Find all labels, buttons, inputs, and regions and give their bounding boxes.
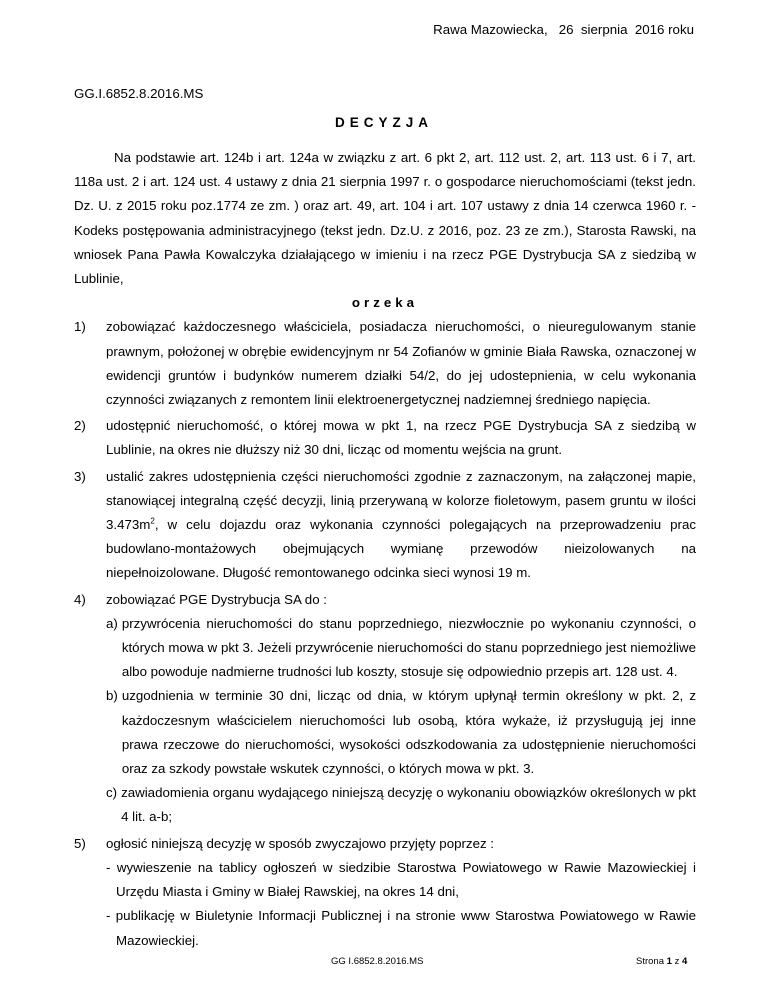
sub-item xyxy=(106,612,696,685)
document-body xyxy=(74,146,696,955)
sub-item-text: zawiadomienia organu wydającego niniejszą decyzję o wykonaniu obowiązków określonych w pkt 4 lit. a-b; xyxy=(121,785,696,825)
page-current: 1 xyxy=(666,956,672,967)
sub-item-label: a) xyxy=(106,615,118,631)
sub-item-label: c) xyxy=(106,785,118,801)
legal-basis-paragraph: Na podstawie art. 124b i art. 124a w związku z art. 6 pkt 2, art. 112 ust. 2, art. 113 ust. 6 i 7, art. 118a ust. 2 i art. 124 ust. 4 ustawy z dnia 21 sierpnia 1997 r. o gospodarce nieruchomościami (tekst jedn. Dz. U. z 2015 roku poz.1774 ze zm. ) oraz art. 49, art. 104 i art. 107 ustawy z dnia 14 czerwca 1960 r. - Kodeks postępowania administracyjnego (tekst jedn. Dz.U. z 2016, poz. 23 ze zm.), Starosta Rawski, na wniosek Pana Pawła Kowalczyka działającego w imieniu i na rzecz PGE Dystrybucja SA z siedzibą w Lublinie, xyxy=(74,150,696,287)
item-content xyxy=(106,832,696,953)
sub-item xyxy=(106,684,696,781)
page-number xyxy=(636,956,687,967)
item-text-part: , w celu dojazdu oraz wykonania czynności polegających na przeprowadzeniu prac budowlano-montażowych obejmujących wymianę przewodów nieizolowanych na niepełnoizolowane. Długość remontowanego odcinka sieci wynosi 19 m. xyxy=(106,517,696,581)
item-text-part: ustalić zakres udostępnienia części nieruchomości zgodnie z zaznaczonym, na załączonej mapie, stanowiącej integralną część decyzji, linią przerywaną w kolorze fioletowym, pasem gruntu w ilości 3.473m xyxy=(106,468,696,533)
place-date: Rawa Mazowiecka, 26 sierpnia 2016 roku xyxy=(433,22,694,37)
item-text xyxy=(106,465,696,586)
dash-item: - publikację w Biuletynie Informacji Publicznej i na stronie www Starostwa Powiatowego w Rawie Mazowieckiej. xyxy=(106,908,696,948)
item-number: 4) xyxy=(74,591,86,607)
item-number: 5) xyxy=(74,835,86,851)
list-item xyxy=(74,414,696,462)
sub-item xyxy=(106,781,696,829)
sub-item-text: uzgodnienia w terminie 30 dni, licząc od dnia, w którym upłynął termin określony w pkt. 2, z każdoczesnym właścicielem nieruchomości lub osobą, która wykaże, iż przysługują jej inne prawa rzeczowe do nieruchomości, wysokości odszkodowania za udostępnienie nieruchomości oraz za szkody powstałe wskutek czynności, o których mowa w pkt. 3. xyxy=(121,688,696,777)
item-text: udostępnić nieruchomość, o której mowa w pkt 1, na rzecz PGE Dystrybucja SA z siedzibą w Lublinie, na okres nie dłuższy niż 30 dni, licząc od momentu wejścia na grunt. xyxy=(106,418,696,458)
orzeka-heading: orzeka xyxy=(351,295,419,311)
sub-item-text: przywrócenia nieruchomości do stanu poprzedniego, niezwłocznie po wykonaniu czynności, o których mowa w pkt 3. Jeżeli przywrócenie nieruchomości do stanu poprzedniego jest niemożliwe albo powoduje nadmierne trudności lub koszty, stosuje się odpowiednio przepis art. 128 ust. 4. xyxy=(121,615,696,680)
page-word: Strona xyxy=(636,956,664,967)
list-item xyxy=(74,465,696,586)
case-reference: GG.I.6852.8.2016.MS xyxy=(74,86,204,101)
item-number: 3) xyxy=(74,468,86,484)
item-number: 1) xyxy=(74,319,86,335)
list-item xyxy=(74,832,696,953)
dash-item: - wywieszenie na tablicy ogłoszeń w siedzibie Starostwa Powiatowego w Rawie Mazowieckiej i Urzędu Miasta i Gminy w Białej Rawskiej, na okres 14 dni, xyxy=(106,859,696,900)
footer-reference: GG I.6852.8.2016.MS xyxy=(331,956,424,967)
item-text: zobowiązać PGE Dystrybucja SA do : xyxy=(106,591,327,607)
document-title: DECYZJA xyxy=(334,115,433,130)
superscript: 2 xyxy=(150,516,155,526)
item-content xyxy=(106,588,696,830)
page-of: z xyxy=(674,956,680,967)
item-number: 2) xyxy=(74,418,86,434)
item-text: zobowiązać każdoczesnego właściciela, posiadacza nieruchomości, o nieuregulowanym stanie prawnym, położonej w obrębie ewidencyjnym nr 54 Zofianów w gminie Biała Rawska, oznaczonej w ewidencji gruntów i budynków numerem działki 54/2, do jej udostepnienia, w celu wykonania czynności związanych z remontem linii elektroenergetycznej nadziemnej średniego napięcia. xyxy=(106,319,696,408)
list-item xyxy=(74,588,696,830)
item-text: ogłosić niniejszą decyzję w sposób zwyczajowo przyjęty poprzez : xyxy=(106,835,494,851)
list-item xyxy=(74,315,696,412)
page-total: 4 xyxy=(681,956,688,967)
sub-item-label: b) xyxy=(106,688,118,704)
